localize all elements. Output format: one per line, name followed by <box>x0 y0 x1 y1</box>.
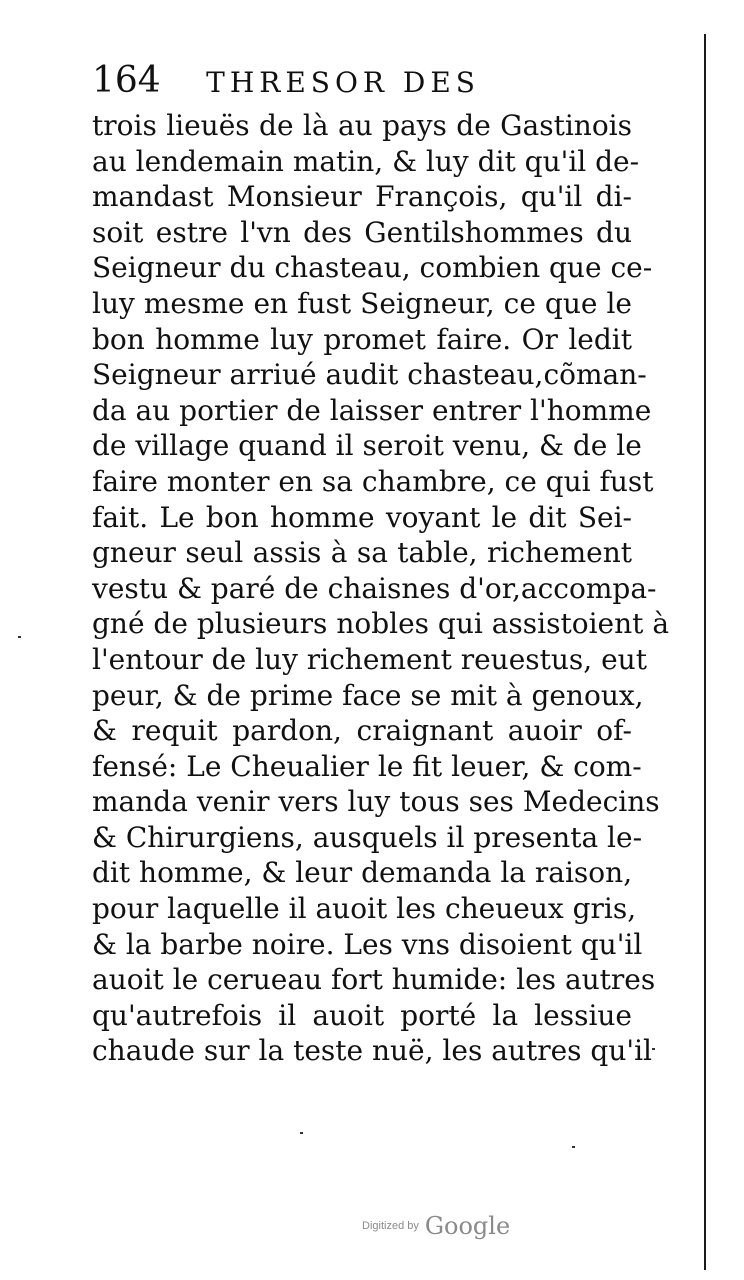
text-line: de village quand il seroit venu, & de le <box>92 429 642 463</box>
scan-speck <box>18 636 21 638</box>
text-line: & Chirurgiens, ausquels il presenta le- <box>92 820 643 854</box>
scan-speck <box>652 1048 655 1050</box>
page-header <box>92 58 532 104</box>
text-line: l'entour de luy richement reuestus, eut <box>92 642 647 676</box>
running-title: THRESOR DES <box>206 66 480 99</box>
text-line: manda venir vers luy tous ses Medecins <box>92 785 660 819</box>
scan-speck <box>300 1132 303 1134</box>
text-line: gneur seul assis à sa table, richement <box>92 536 632 570</box>
text-line: gné de plusieurs nobles qui assistoient à <box>92 607 670 641</box>
text-line: chaude sur la teste nuë, les autres qu'il <box>92 1034 652 1068</box>
google-logo-text: Google <box>424 1212 511 1240</box>
text-line: pour laquelle il auoit les cheueux gris, <box>92 892 637 926</box>
text-line: fensé: Le Cheualier le fit leuer, & com- <box>92 749 642 783</box>
text-line: bon homme luy promet faire. Or ledit <box>92 322 632 356</box>
text-line: fait. Le bon homme voyant le dit Sei- <box>92 500 632 534</box>
digitized-watermark <box>362 1212 522 1246</box>
text-line: Seigneur du chasteau, combien que ce- <box>92 251 653 285</box>
text-line: au lendemain matin, & luy dit qu'il de- <box>92 144 640 178</box>
text-line: da au portier de laisser entrer l'homme <box>92 393 652 427</box>
text-line: auoit le cerueau fort humide: les autres <box>92 963 656 997</box>
text-line: & la barbe noire. Les vns disoient qu'il <box>92 927 643 961</box>
text-line: peur, & de prime face se mit à genoux, <box>92 678 644 712</box>
text-line: faire monter en sa chambre, ce qui fust <box>92 464 654 498</box>
text-line: vestu & paré de chaisnes d'or,accompa- <box>92 571 657 605</box>
digitized-label: Digitized by <box>362 1220 419 1232</box>
text-line: trois lieuës de là au pays de Gastinois <box>92 109 632 142</box>
text-line: qu'autrefois il auoit porté la lessiue <box>92 998 632 1032</box>
text-line: luy mesme en fust Seigneur, ce que le <box>92 286 632 320</box>
page-edge-rule <box>704 34 706 1270</box>
text-line: & requit pardon, craignant auoir of- <box>92 714 632 748</box>
page-number: 164 <box>92 60 161 101</box>
text-line: soit estre l'vn des Gentilshommes du <box>92 215 632 249</box>
text-line: mandast Monsieur François, qu'il di- <box>92 180 632 214</box>
text-line: dit homme, & leur demanda la raison, <box>92 856 633 890</box>
scan-speck <box>572 1146 575 1148</box>
text-line: Seigneur arriué audit chasteau,cõman- <box>92 358 647 392</box>
body-text <box>92 108 670 1069</box>
